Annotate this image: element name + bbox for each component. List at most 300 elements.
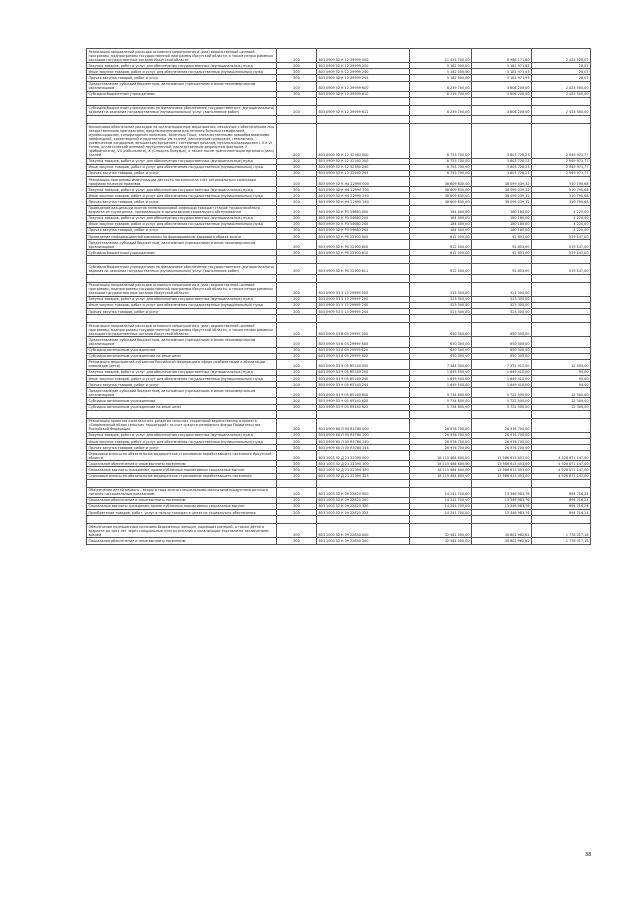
row-kbk-cell: 803 0909 53 5 13 29999 200 xyxy=(317,296,410,302)
row-name-cell: Субсидии автономным учреждениям на иные цели xyxy=(87,404,277,410)
row-executed-cell: 180 180,00 xyxy=(472,215,532,221)
row-kbk-cell: 803 0909 52 К Н4 22990 200 xyxy=(317,187,410,193)
spacer-cell xyxy=(410,479,472,487)
row-unexecuted-cell: 2 433 500,00 xyxy=(532,91,591,97)
row-kbk-cell: 803 1003 52 Д 21 22390 000 xyxy=(317,451,410,461)
table-row xyxy=(87,337,591,347)
row-code-cell: 200 xyxy=(277,538,317,544)
row-kbk-cell: 803 1003 52 К 09 22820 000 xyxy=(317,487,410,497)
row-code-cell: 200 xyxy=(277,282,317,296)
row-kbk-cell: 803 0909 53 9 05 R5140 620 xyxy=(317,398,410,404)
row-executed-cell: 30 802 982,82 xyxy=(472,524,532,538)
row-kbk-cell: 803 0909 53 9 05 R5140 200 xyxy=(317,369,410,375)
row-approved-cell: 650 300,00 xyxy=(410,337,472,347)
table-row xyxy=(87,81,591,91)
row-code-cell: 200 xyxy=(277,510,317,516)
row-code-cell: 200 xyxy=(277,376,317,382)
row-unexecuted-cell: 4 220,00 xyxy=(532,215,591,221)
row-unexecuted-cell: 894 716,24 xyxy=(532,510,591,516)
spacer-cell xyxy=(317,315,410,323)
row-code-cell: 200 xyxy=(277,63,317,69)
row-name-cell: Проведение вакцинации против пневмококковой инфекции граждан старше трудоспособного возраста из групп риска, проживающих в организациях социального обслуживания xyxy=(87,205,277,215)
row-approved-cell: 6 239 700,00 xyxy=(410,81,472,91)
row-approved-cell: 26 976 700,00 xyxy=(410,432,472,438)
row-kbk-cell: 803 1003 52 К 09 22820 320 xyxy=(317,503,410,509)
row-executed-cell: 523 300,00 xyxy=(472,302,532,308)
row-code-cell: 200 xyxy=(277,227,317,233)
row-unexecuted-cell: - xyxy=(532,445,591,451)
row-name-cell: Социальное обеспечение и иные выплаты населению xyxy=(87,461,277,467)
table-row xyxy=(87,282,591,296)
row-code-cell: 200 xyxy=(277,404,317,410)
row-code-cell: 200 xyxy=(277,234,317,240)
row-approved-cell: 523 300,00 xyxy=(410,302,472,308)
row-name-cell: Иные закупки товаров, работ и услуг для обеспечения государственных (муниципальных) нужд xyxy=(87,302,277,308)
row-executed-cell: 8 988 171,80 xyxy=(472,49,532,63)
row-executed-cell: 26 976 700,00 xyxy=(472,445,532,451)
row-approved-cell: 14 241 700,00 xyxy=(410,487,472,497)
row-executed-cell: 180 180,00 xyxy=(472,221,532,227)
row-executed-cell: 523 300,00 xyxy=(472,296,532,302)
row-unexecuted-cell: 2 949 971,77 xyxy=(532,124,591,159)
row-name-cell: Иные закупки товаров, работ и услуг для обеспечения государственных (муниципальных) нужд xyxy=(87,69,277,75)
row-kbk-cell: 803 0909 52 К 12 29999 240 xyxy=(317,69,410,75)
row-kbk-cell: 803 0909 53 9 05 R5140 600 xyxy=(317,388,410,398)
spacer-row xyxy=(87,410,591,418)
row-code-cell: 200 xyxy=(277,382,317,388)
row-name-cell: Проведение информационной кампании по формированию здорового образа жизни xyxy=(87,234,277,240)
row-name-cell: Субсидии бюджетным учреждениям xyxy=(87,250,277,256)
row-approved-cell: 18 115 484 600,00 xyxy=(410,467,472,473)
row-code-cell: 200 xyxy=(277,91,317,97)
spacer-row xyxy=(87,479,591,487)
row-code-cell: 200 xyxy=(277,75,317,81)
row-approved-cell: 26 976 700,00 xyxy=(410,418,472,432)
row-unexecuted-cell: 2 433 500,00 xyxy=(532,81,591,91)
row-code-cell: 200 xyxy=(277,158,317,164)
row-approved-cell: 184 400,00 xyxy=(410,227,472,233)
row-unexecuted-cell: 4 220,00 xyxy=(532,205,591,215)
row-approved-cell: 6 753 700,00 xyxy=(410,158,472,164)
row-code-cell: 200 xyxy=(277,323,317,337)
row-approved-cell: 5 182 000,00 xyxy=(410,63,472,69)
row-unexecuted-cell: - xyxy=(532,418,591,432)
row-kbk-cell: 803 1003 52 К 09 22820 300 xyxy=(317,497,410,503)
table-row xyxy=(87,124,591,159)
spacer-cell xyxy=(410,315,472,323)
row-unexecuted-cell: 28,07 xyxy=(532,69,591,75)
spacer-cell xyxy=(410,116,472,124)
row-name-cell: Субсидии автономным учреждениям на иные цели xyxy=(87,353,277,359)
row-code-cell: 200 xyxy=(277,124,317,159)
row-kbk-cell: 803 0909 53 9 05 R5140 000 xyxy=(317,359,410,369)
row-unexecuted-cell: - xyxy=(532,337,591,347)
row-executed-cell: 5 722 500,00 xyxy=(472,398,532,404)
row-executed-cell: 523 300,00 xyxy=(472,309,532,315)
row-unexecuted-cell: 510 790,68 xyxy=(532,199,591,205)
row-code-cell: 200 xyxy=(277,264,317,274)
row-code-cell: 200 xyxy=(277,302,317,308)
row-code-cell: 200 xyxy=(277,418,317,432)
spacer-cell xyxy=(410,256,472,264)
row-approved-cell: 612 000,00 xyxy=(410,264,472,274)
row-unexecuted-cell: 519 147,00 xyxy=(532,250,591,256)
row-executed-cell: 26 976 700,00 xyxy=(472,439,532,445)
row-name-cell: Субсидии бюджетным учреждениям на финансовое обеспечение государственного (муниципального) задания на оказание государственных (муниципальных) услуг (выполнение работ) xyxy=(87,105,277,115)
row-executed-cell: 38 099 039,32 xyxy=(472,193,532,199)
spacer-cell xyxy=(472,516,532,524)
row-executed-cell: 5 181 971,93 xyxy=(472,75,532,81)
row-name-cell: Прочая закупка товаров, работ и услуг xyxy=(87,199,277,205)
spacer-cell xyxy=(277,116,317,124)
row-name-cell: Социальное обеспечение и иные выплаты населению xyxy=(87,497,277,503)
spacer-cell xyxy=(317,410,410,418)
spacer-cell xyxy=(410,516,472,524)
row-unexecuted-cell: 894 716,24 xyxy=(532,503,591,509)
row-executed-cell: 650 300,00 xyxy=(472,353,532,359)
row-unexecuted-cell: 4 528 871 147,00 xyxy=(532,451,591,461)
table-row xyxy=(87,105,591,115)
row-code-cell: 200 xyxy=(277,388,317,398)
spacer-cell xyxy=(532,256,591,264)
row-kbk-cell: 803 0909 52 К Р3 54680 240 xyxy=(317,221,410,227)
row-kbk-cell: 803 0909 53 5 13 29999 244 xyxy=(317,309,410,315)
row-code-cell: 200 xyxy=(277,487,317,497)
spacer-row xyxy=(87,256,591,264)
spacer-row xyxy=(87,516,591,524)
row-code-cell: 200 xyxy=(277,445,317,451)
spacer-cell xyxy=(87,256,277,264)
row-name-cell: Реализация направлений расходов основного мероприятия и (или) ведомственной целевой программы, подпрограммы государственной программы Иркутской области, а также непрограммных расходов государственных органов Иркутской области xyxy=(87,282,277,296)
row-code-cell: 200 xyxy=(277,69,317,75)
row-executed-cell: 92 853,00 xyxy=(472,234,532,240)
row-executed-cell: 13 346 983,76 xyxy=(472,510,532,516)
row-unexecuted-cell: 12 300,00 xyxy=(532,404,591,410)
row-approved-cell: 14 241 700,00 xyxy=(410,503,472,509)
row-kbk-cell: 803 1003 52 Д 21 22390 325 xyxy=(317,473,410,479)
row-executed-cell: 13 586 613 453,00 xyxy=(472,461,532,467)
row-approved-cell: 184 400,00 xyxy=(410,215,472,221)
row-name-cell: Прочая закупка товаров, работ и услуг xyxy=(87,227,277,233)
table-row xyxy=(87,177,591,187)
spacer-cell xyxy=(472,479,532,487)
row-name-cell: Субсидии бюджетным учреждениям на финансовое обеспечение государственного (муниципального) задания на оказание государственных (муниципальных) услуг (выполнение работ) xyxy=(87,264,277,274)
budget-execution-table xyxy=(86,48,591,545)
spacer-cell xyxy=(277,315,317,323)
row-name-cell: Предоставление субсидий бюджетным, автономным учреждениям и иным некоммерческим организациям xyxy=(87,240,277,250)
row-executed-cell: 3 806 200,00 xyxy=(472,105,532,115)
row-kbk-cell: 803 0909 60 Л 05 R5760 000 xyxy=(317,418,410,432)
row-approved-cell: 5 182 000,00 xyxy=(410,69,472,75)
row-code-cell: 200 xyxy=(277,451,317,461)
row-unexecuted-cell: 4 528 871 147,00 xyxy=(532,461,591,467)
spacer-cell xyxy=(472,410,532,418)
row-code-cell: 200 xyxy=(277,309,317,315)
row-code-cell: 200 xyxy=(277,467,317,473)
row-kbk-cell: 803 0909 53 8 03 29999 620 xyxy=(317,347,410,353)
row-approved-cell: 523 300,00 xyxy=(410,296,472,302)
row-approved-cell: 6 753 700,00 xyxy=(410,170,472,176)
row-kbk-cell: 803 0909 52 К 12 29999 200 xyxy=(317,63,410,69)
row-name-cell: Социальное обеспечение и иные выплаты населению xyxy=(87,538,277,544)
row-unexecuted-cell: - xyxy=(532,439,591,445)
row-unexecuted-cell: 12 390,00 xyxy=(532,359,591,369)
row-approved-cell: 26 976 700,00 xyxy=(410,439,472,445)
row-code-cell: 200 xyxy=(277,170,317,176)
row-executed-cell: 92 853,00 xyxy=(472,250,532,256)
row-unexecuted-cell: 90,00 xyxy=(532,382,591,388)
row-code-cell: 200 xyxy=(277,473,317,479)
row-approved-cell: 38 609 830,00 xyxy=(410,187,472,193)
row-executed-cell: 13 586 613 453,00 xyxy=(472,467,532,473)
spacer-cell xyxy=(472,256,532,264)
row-name-cell: Приобретение товаров, работ, услуг в пользу граждан в целях их социального обеспечения xyxy=(87,510,277,516)
row-name-cell: Закупка товаров, работ и услуг для обеспечения государственных (муниципальных) нужд xyxy=(87,187,277,193)
row-code-cell: 200 xyxy=(277,347,317,353)
row-kbk-cell: 803 0909 53 5 13 29999 240 xyxy=(317,302,410,308)
row-unexecuted-cell: 4 528 871 147,00 xyxy=(532,467,591,473)
row-kbk-cell: 803 0909 60 Л 05 R5760 200 xyxy=(317,432,410,438)
row-name-cell: Иные закупки товаров, работ и услуг для обеспечения государственных (муниципальных) нужд xyxy=(87,439,277,445)
row-approved-cell: 14 241 700,00 xyxy=(410,510,472,516)
row-approved-cell: 38 609 830,00 xyxy=(410,199,472,205)
row-name-cell: Реализация мероприятий субъектов Российской Федерации в сфере реабилитации и абилитации инвалидов (дети) xyxy=(87,359,277,369)
row-name-cell: Иные закупки товаров, работ и услуг для обеспечения государственных (муниципальных) нужд xyxy=(87,376,277,382)
row-approved-cell: 650 300,00 xyxy=(410,353,472,359)
row-approved-cell: 1 649 500,00 xyxy=(410,376,472,382)
row-approved-cell: 184 400,00 xyxy=(410,205,472,215)
spacer-cell xyxy=(410,274,472,282)
row-name-cell: Прочая закупка товаров, работ и услуг xyxy=(87,445,277,451)
row-code-cell: 200 xyxy=(277,461,317,467)
row-name-cell: Социальные выплаты гражданам, кроме публичных нормативных социальных выплат xyxy=(87,503,277,509)
spacer-cell xyxy=(277,274,317,282)
row-name-cell: Обеспечение детей первого - второго года жизни специальными молочными продуктами детского питания по социальным показаниям xyxy=(87,487,277,497)
row-unexecuted-cell: - xyxy=(532,353,591,359)
row-code-cell: 200 xyxy=(277,199,317,205)
row-code-cell: 200 xyxy=(277,177,317,187)
row-executed-cell: 3 803 728,23 xyxy=(472,170,532,176)
row-approved-cell: 6 239 700,00 xyxy=(410,105,472,115)
spacer-row xyxy=(87,315,591,323)
row-executed-cell: 13 346 983,76 xyxy=(472,487,532,497)
row-approved-cell: 32 581 000,00 xyxy=(410,524,472,538)
row-code-cell: 200 xyxy=(277,524,317,538)
row-approved-cell: 18 115 484 600,00 xyxy=(410,473,472,479)
row-code-cell: 200 xyxy=(277,240,317,250)
row-unexecuted-cell: - xyxy=(532,323,591,337)
row-executed-cell: 1 649 410,00 xyxy=(472,376,532,382)
row-executed-cell: 13 346 983,76 xyxy=(472,503,532,509)
row-name-cell: Субсидии автономным учреждениям xyxy=(87,347,277,353)
row-executed-cell: 26 976 700,00 xyxy=(472,418,532,432)
row-unexecuted-cell: 28,07 xyxy=(532,63,591,69)
row-code-cell: 200 xyxy=(277,49,317,63)
row-executed-cell: 3 803 728,23 xyxy=(472,158,532,164)
row-unexecuted-cell: 4 220,00 xyxy=(532,227,591,233)
spacer-cell xyxy=(532,315,591,323)
row-kbk-cell: 803 0909 52 К 12 29999 244 xyxy=(317,75,410,81)
row-executed-cell: 38 099 039,32 xyxy=(472,187,532,193)
row-approved-cell: 6 753 700,00 xyxy=(410,124,472,159)
spacer-cell xyxy=(87,97,277,105)
row-code-cell: 200 xyxy=(277,503,317,509)
row-unexecuted-cell: 1 778 017,18 xyxy=(532,524,591,538)
table-row xyxy=(87,359,591,369)
row-unexecuted-cell: 2 949 971,77 xyxy=(532,158,591,164)
row-name-cell: Реализация направлений расходов основного мероприятия и (или) ведомственной целевой программы, подпрограммы государственной программы Иркутской области, а также непрограммных расходов государственных органов Иркутской области xyxy=(87,323,277,337)
row-name-cell: Закупка товаров, работ и услуг для обеспечения государственных (муниципальных) нужд xyxy=(87,296,277,302)
row-unexecuted-cell: 28,07 xyxy=(532,75,591,81)
row-kbk-cell: 803 0909 52 К Р4 22100 600 xyxy=(317,240,410,250)
row-kbk-cell: 803 1003 52 К 09 22830 000 xyxy=(317,524,410,538)
row-unexecuted-cell: 90,00 xyxy=(532,376,591,382)
spacer-cell xyxy=(317,256,410,264)
row-code-cell: 200 xyxy=(277,398,317,404)
row-executed-cell: 38 099 039,32 xyxy=(472,177,532,187)
row-kbk-cell: 803 0909 52 К 12 52160 200 xyxy=(317,158,410,164)
row-unexecuted-cell: 2 949 971,77 xyxy=(532,170,591,176)
row-approved-cell: 523 300,00 xyxy=(410,309,472,315)
row-code-cell: 200 xyxy=(277,105,317,115)
spacer-cell xyxy=(410,410,472,418)
row-executed-cell: 30 802 982,82 xyxy=(472,538,532,544)
row-name-cell: Прочая закупка товаров, работ и услуг xyxy=(87,170,277,176)
row-name-cell: Обеспечение полноценным питанием беременных женщин, кормящих матерей, а также детей в возрасте до трех лет через специальные пункты питания и организации торговли по заключениям врачей xyxy=(87,524,277,538)
row-unexecuted-cell: 1 778 017,18 xyxy=(532,538,591,544)
table-row xyxy=(87,205,591,215)
row-code-cell: 200 xyxy=(277,497,317,503)
row-approved-cell: 5 734 800,00 xyxy=(410,398,472,404)
row-executed-cell: 3 806 200,00 xyxy=(472,91,532,97)
table-row xyxy=(87,418,591,432)
row-approved-cell: 6 239 700,00 xyxy=(410,91,472,97)
row-unexecuted-cell: 519 147,00 xyxy=(532,240,591,250)
row-kbk-cell: 803 0909 53 8 03 29999 600 xyxy=(317,337,410,347)
row-executed-cell: 13 586 613 453,00 xyxy=(472,451,532,461)
row-approved-cell: 1 649 500,00 xyxy=(410,369,472,375)
row-name-cell: Реализация программы иммунизации детского населения за счет регионального календаря профилактических прививок xyxy=(87,177,277,187)
row-unexecuted-cell: 894 716,24 xyxy=(532,487,591,497)
row-executed-cell: 92 853,00 xyxy=(472,240,532,250)
spacer-cell xyxy=(472,274,532,282)
spacer-cell xyxy=(277,516,317,524)
spacer-cell xyxy=(317,97,410,105)
row-approved-cell: 11 425 700,00 xyxy=(410,49,472,63)
spacer-row xyxy=(87,274,591,282)
spacer-cell xyxy=(532,410,591,418)
row-approved-cell: 5 182 000,00 xyxy=(410,75,472,81)
row-unexecuted-cell: 12 300,00 xyxy=(532,388,591,398)
row-approved-cell: 612 000,00 xyxy=(410,250,472,256)
table-row xyxy=(87,388,591,398)
row-kbk-cell: 803 1003 52 К 09 22830 300 xyxy=(317,538,410,544)
row-unexecuted-cell: 510 790,68 xyxy=(532,177,591,187)
row-kbk-cell: 803 0909 53 9 05 R5140 244 xyxy=(317,382,410,388)
table-row xyxy=(87,487,591,497)
row-kbk-cell: 803 0909 52 К Р4 22100 611 xyxy=(317,264,410,274)
row-name-cell: Закупка товаров, работ и услуг для обеспечения государственных (муниципальных) нужд xyxy=(87,369,277,375)
row-approved-cell: 38 609 830,00 xyxy=(410,177,472,187)
row-executed-cell: 13 346 983,76 xyxy=(472,497,532,503)
row-name-cell: Предоставление субсидий бюджетным, автономным учреждениям и иным некоммерческим организациям xyxy=(87,337,277,347)
row-kbk-cell: 803 0909 52 К 12 52160 244 xyxy=(317,170,410,176)
row-unexecuted-cell: 12 300,00 xyxy=(532,398,591,404)
spacer-cell xyxy=(532,479,591,487)
table-body xyxy=(87,49,591,545)
row-kbk-cell: 803 0909 52 К 12 52160 240 xyxy=(317,164,410,170)
row-name-cell: Предоставление субсидий бюджетным, автономным учреждениям и иным некоммерческим организациям xyxy=(87,81,277,91)
row-executed-cell: 7 371 910,00 xyxy=(472,359,532,369)
row-unexecuted-cell: - xyxy=(532,347,591,353)
row-executed-cell: 1 649 410,00 xyxy=(472,382,532,388)
row-unexecuted-cell: 894 716,24 xyxy=(532,497,591,503)
row-kbk-cell: 803 0909 53 8 03 29999 000 xyxy=(317,323,410,337)
row-kbk-cell: 803 1003 52 Д 21 22390 320 xyxy=(317,467,410,473)
row-approved-cell: 7 384 300,00 xyxy=(410,359,472,369)
row-approved-cell: 18 115 484 600,00 xyxy=(410,451,472,461)
row-name-cell: Финансовое обеспечение расходов на организационные мероприятия, связанные с обеспечением лиц лекарственными препаратами, предназначенными для лечения больных гемофилией, муковисцидозом, гипофизарным нанизмом, болезнью Гоше, злокачественными новообразованиями лимфоидной, кроветворной и родственных им тканей, рассеянным склерозом, гемолитико-уремическим синдромом, юношеским артритом с системным началом, мукополисахаридозом I, II и VI типов, апластической анемией неуточненной, наследственным дефицитом факторов II (фибриногена), VII (лабильного), X (Стюарта-Прауэра), а также после трансплантации органов и (или) тканей xyxy=(87,124,277,159)
spacer-cell xyxy=(532,274,591,282)
row-kbk-cell: 803 1003 52 Д 21 22390 300 xyxy=(317,461,410,467)
row-unexecuted-cell: 2 949 971,77 xyxy=(532,164,591,170)
spacer-cell xyxy=(87,479,277,487)
row-code-cell: 200 xyxy=(277,250,317,256)
row-approved-cell: 1 649 500,00 xyxy=(410,382,472,388)
row-name-cell: Реализация проектов комплексного развития сельских территорий ведомственного проекта «Современный облик сельских территорий» за счет средств резервного фонда Правительства Российской Федерации xyxy=(87,418,277,432)
row-name-cell: Закупка товаров, работ и услуг для обеспечения государственных (муниципальных) нужд xyxy=(87,215,277,221)
row-name-cell: Закупка товаров, работ и услуг для обеспечения государственных (муниципальных) нужд xyxy=(87,432,277,438)
row-code-cell: 200 xyxy=(277,439,317,445)
row-kbk-cell: 803 0909 52 К 12 29999 000 xyxy=(317,49,410,63)
spacer-cell xyxy=(87,410,277,418)
row-approved-cell: 184 400,00 xyxy=(410,221,472,227)
row-executed-cell: 92 853,00 xyxy=(472,264,532,274)
spacer-cell xyxy=(532,116,591,124)
row-unexecuted-cell: 510 790,68 xyxy=(532,187,591,193)
row-name-cell: Реализация направлений расходов основного мероприятия и (или) ведомственной целевой программы, подпрограммы государственной программы Иркутской области, а также непрограммных расходов государственных органов Иркутской области xyxy=(87,49,277,63)
row-kbk-cell: 803 0909 53 9 05 R5140 240 xyxy=(317,376,410,382)
row-unexecuted-cell: 519 147,00 xyxy=(532,234,591,240)
row-approved-cell: 32 581 000,00 xyxy=(410,538,472,544)
spacer-cell xyxy=(277,97,317,105)
page-number: 38 xyxy=(585,852,592,858)
row-unexecuted-cell: 4 528 871 147,00 xyxy=(532,473,591,479)
table-row xyxy=(87,538,591,544)
spacer-cell xyxy=(87,116,277,124)
row-unexecuted-cell: 2 433 500,00 xyxy=(532,105,591,115)
row-unexecuted-cell: - xyxy=(532,296,591,302)
row-name-cell: Субсидии бюджетным учреждениям xyxy=(87,91,277,97)
row-executed-cell: 650 300,00 xyxy=(472,323,532,337)
row-unexecuted-cell: - xyxy=(532,309,591,315)
row-kbk-cell: 803 0909 53 9 05 R5140 622 xyxy=(317,404,410,410)
row-kbk-cell: 803 0909 52 К Н4 22990 240 xyxy=(317,193,410,199)
row-approved-cell: 14 241 700,00 xyxy=(410,497,472,503)
row-kbk-cell: 803 0909 52 К Н4 22990 244 xyxy=(317,199,410,205)
row-code-cell: 200 xyxy=(277,353,317,359)
spacer-cell xyxy=(277,256,317,264)
spacer-cell xyxy=(472,315,532,323)
table-row xyxy=(87,323,591,337)
row-name-cell: Прочая закупка товаров, работ и услуг xyxy=(87,382,277,388)
row-code-cell: 200 xyxy=(277,215,317,221)
row-name-cell: Закупка товаров, работ и услуг для обеспечения государственных (муниципальных) нужд xyxy=(87,158,277,164)
table-row xyxy=(87,524,591,538)
row-code-cell: 200 xyxy=(277,432,317,438)
row-executed-cell: 180 180,00 xyxy=(472,205,532,215)
row-approved-cell: 5 734 800,00 xyxy=(410,404,472,410)
